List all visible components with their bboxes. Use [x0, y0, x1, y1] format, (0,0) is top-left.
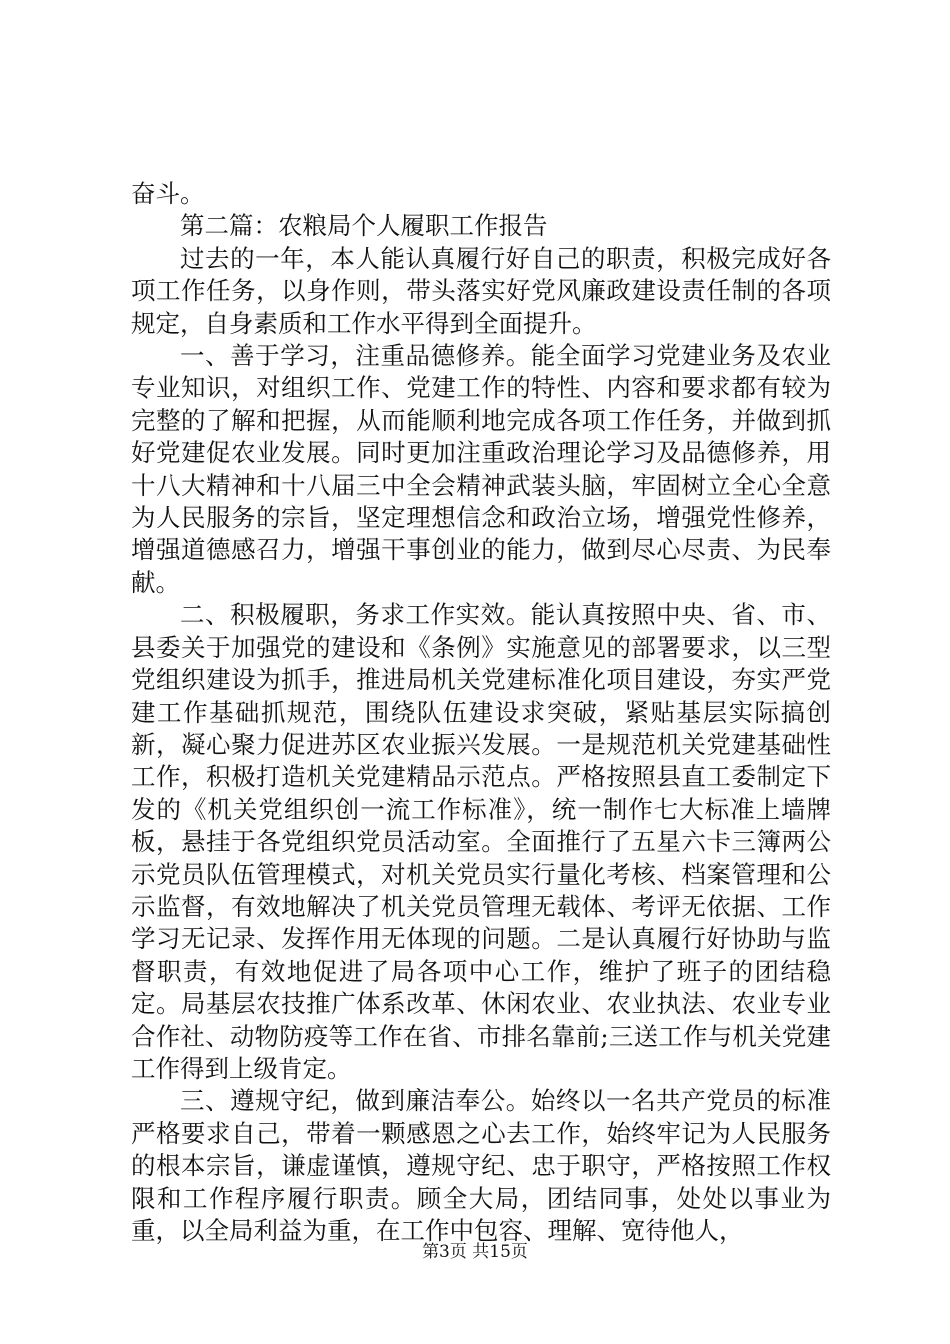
- paragraph-study: 一、善于学习，注重品德修养。能全面学习党建业务及农业专业知识，对组织工作、党建工作的特性、内容和要求都有较为完整的了解和把握，从而能顺利地完成各项工作任务，并做到抓好党建促农业发展。同时更加注重政治理论学习及品德修养，用十八大精神和十八届三中全会精神武装头脑，牢固树立全心全意为人民服务的宗旨，坚定理想信念和政治立场，增强党性修养，增强道德感召力，增强干事创业的能力，做到尽心尽责、为民奉献。: [131, 341, 831, 597]
- document-body: [131, 178, 831, 1247]
- paragraph-continuation: 奋斗。: [131, 179, 205, 208]
- paragraph-discipline: 三、遵规守纪，做到廉洁奉公。始终以一名共产党员的标准严格要求自己，带着一颗感恩之心去工作，始终牢记为人民服务的根本宗旨，谦虚谨慎，遵规守纪、忠于职守，严格按照工作权限和工作程序履行职责。顾全大局，团结同事，处处以事业为重，以全局利益为重，在工作中包容、理解、宽待他人，: [131, 1086, 831, 1245]
- paragraph-intro: 过去的一年，本人能认真履行好自己的职责，积极完成好各项工作任务，以身作则，带头落实好党风廉政建设责任制的各项规定，自身素质和工作水平得到全面提升。: [131, 243, 831, 338]
- paragraph-duty: 二、积极履职，务求工作实效。能认真按照中央、省、市、县委关于加强党的建设和《条例》实施意见的部署要求，以三型党组织建设为抓手，推进局机关党建标准化项目建设，夯实严党建工作基础抓规范，围绕队伍建设求突破，紧贴基层实际搞创新，凝心聚力促进苏区农业振兴发展。一是规范机关党建基础性工作，积极打造机关党建精品示范点。严格按照县直工委制定下发的《机关党组织创一流工作标准》，统一制作七大标准上墙牌板，悬挂于各党组织党员活动室。全面推行了五星六卡三簿两公示党员队伍管理模式，对机关党员实行量化考核、档案管理和公示监督，有效地解决了机关党员管理无载体、考评无依据、工作学习无记录、发挥作用无体现的问题。二是认真履行好协助与监督职责，有效地促进了局各项中心工作，维护了班子的团结稳定。局基层农技推广体系改革、休闲农业、农业执法、农业专业合作社、动物防疫等工作在省、市排名靠前;三送工作与机关党建工作得到上级肯定。: [131, 600, 831, 1083]
- section-heading: 第二篇：农粮局个人履职工作报告: [180, 211, 548, 241]
- page-number-footer: 第3页 共15页: [422, 1242, 528, 1262]
